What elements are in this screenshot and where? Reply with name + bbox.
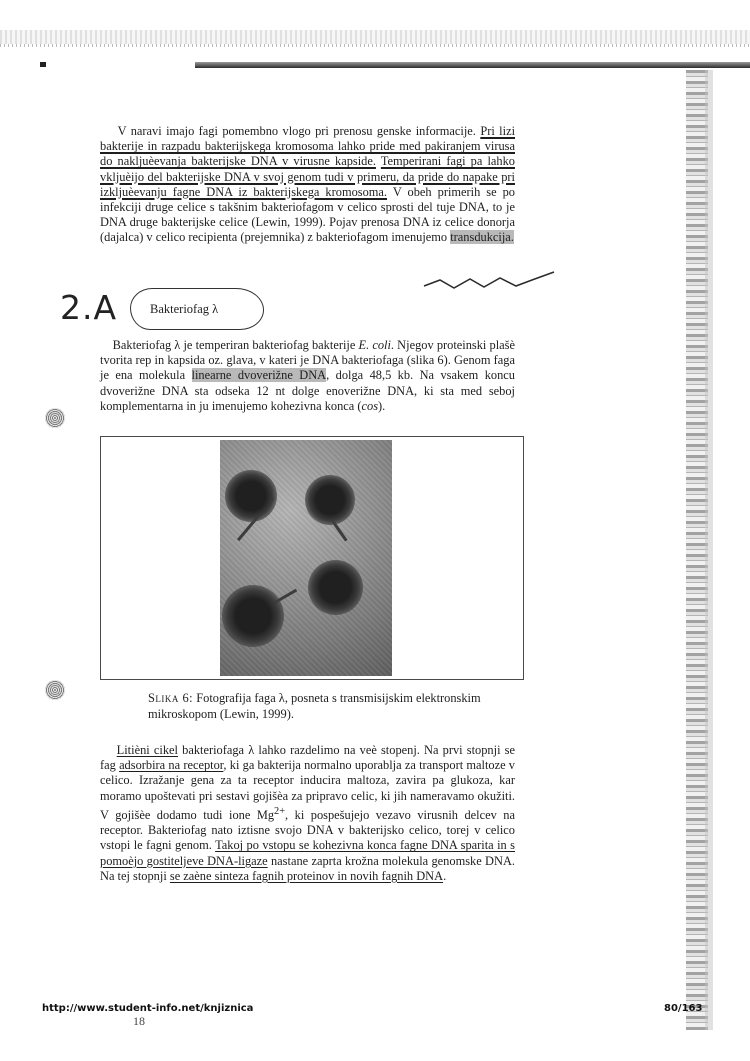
phage-micrograph: [220, 440, 392, 676]
handwritten-squiggle: [420, 268, 560, 298]
text-run: , ki ga bakterija normalno uporablja za transport maltoze v celico. Izražanje gena za ta receptor inducira maltoza, zavira pa glukoza, kar moramo upoštevati pri sestavi gojišèa za pripravo celic, ki jih nameravamo okužiti. V gojišèe dodamo tudi ione Mg: [100, 758, 516, 822]
text-run: ).: [378, 398, 386, 413]
phage-head: [222, 585, 284, 647]
section-number: 2.A: [60, 288, 118, 327]
text-run: .: [443, 868, 447, 883]
scan-border-top: [0, 30, 750, 44]
page-counter: 80/163: [664, 1003, 703, 1014]
italic-term: E. coli: [358, 338, 391, 352]
caption-text: Fotografija faga λ, posneta s transmisijskim elektronskim mikroskopom (Lewin, 1999).: [148, 691, 481, 721]
underlined-sentence: Pri lizi bakterije in razpadu bakterijskega kromosoma lahko pride med pakiranjem virusa do nakljuèevanja bakterijske DNA v virusne kapside.: [100, 124, 516, 169]
highlighted-term: linearne dvoverižne DNA: [191, 368, 327, 383]
text-run: bakteriofaga λ lahko razdelimo na veè stopenj. Na prvi stopnji se fag: [100, 743, 516, 773]
sentence: V naravi imajo fagi pomembno vlogo pri prenosu genske informacije.: [117, 124, 476, 138]
sentence: V obeh primerih se po infekciji druge celice s takšnim bakteriofagom v celico sprosti del tuje DNA, to je DNA druge bakterijske celice (Lewin, 1999). Pojav prenosa DNA iz celice donorja (dajalca) v celico recipienta (prejemnika) z bakteriofagom imenujemo: [100, 184, 516, 245]
superscript: 2+: [274, 805, 286, 817]
phage-head: [225, 470, 277, 522]
underlined-sentence: Takoj po vstopu se kohezivna konca fagne DNA sparita in s pomoèjo gostiteljeve DNA-ligaze: [100, 838, 515, 868]
text-run: Bakteriofag λ je temperiran bakteriofag bakterije: [112, 338, 356, 352]
scan-edge-right-inner: [705, 70, 713, 1030]
punch-hole-icon: [45, 408, 65, 428]
underlined-sentence: Temperirani fagi pa lahko vkljuèijo del bakterijske DNA v svoj genom tudi v primeru, da pride do napake pri izkljuèevanju fagne DNA iz bakterijskega kromosoma.: [100, 154, 516, 199]
paragraph-lambda: [100, 338, 515, 414]
margin-mark: [40, 62, 46, 67]
phage-head: [305, 475, 355, 525]
paragraph-intro: [100, 124, 515, 246]
section-title: Bakteriofag λ: [150, 302, 219, 316]
underlined-term: adsorbira na receptor: [119, 758, 224, 773]
text-run: , dolga 48,5 kb. Na vsakem koncu dvoverižne DNA sta odseka 12 nt dolge enoverižne DNA, ki sta med seboj komplementarna in ju imenujemo kohezivna konca (: [100, 368, 515, 413]
phage-head: [308, 560, 363, 615]
underlined-sentence: se zaène sinteza fagnih proteinov in novih fagnih DNA: [169, 868, 444, 883]
caption-label: Slika 6:: [148, 691, 194, 705]
paragraph-lytic-cycle: [100, 743, 515, 884]
highlighted-term: transdukcija.: [450, 230, 514, 245]
figure-caption: [148, 690, 520, 722]
italic-term: cos: [361, 398, 379, 413]
punch-hole-icon: [45, 680, 65, 700]
text-run: , ki pospešujejo vezavo virusnih delcev na receptor. Bakteriofag nato iztisne svojo DNA v bakterijsko celico, torej v celico vstopi le fagni genom.: [100, 807, 515, 853]
footer-url-link[interactable]: http://www.student-info.net/knjiznica: [42, 1003, 254, 1014]
text-run: . Njegov proteinski plašè tvorita rep in kapsida oz. glava, v kateri je DNA bakteriofaga (slika 6). Genom faga je ena molekula: [100, 338, 515, 383]
text-run: nastane zaprta krožna molekula genomske DNA. Na tej stopnji: [100, 853, 515, 883]
header-rule: [195, 62, 750, 68]
underlined-term: Litièni cikel: [116, 743, 178, 757]
scan-border-top-line: [0, 44, 750, 47]
page-number: 18: [133, 1014, 145, 1028]
